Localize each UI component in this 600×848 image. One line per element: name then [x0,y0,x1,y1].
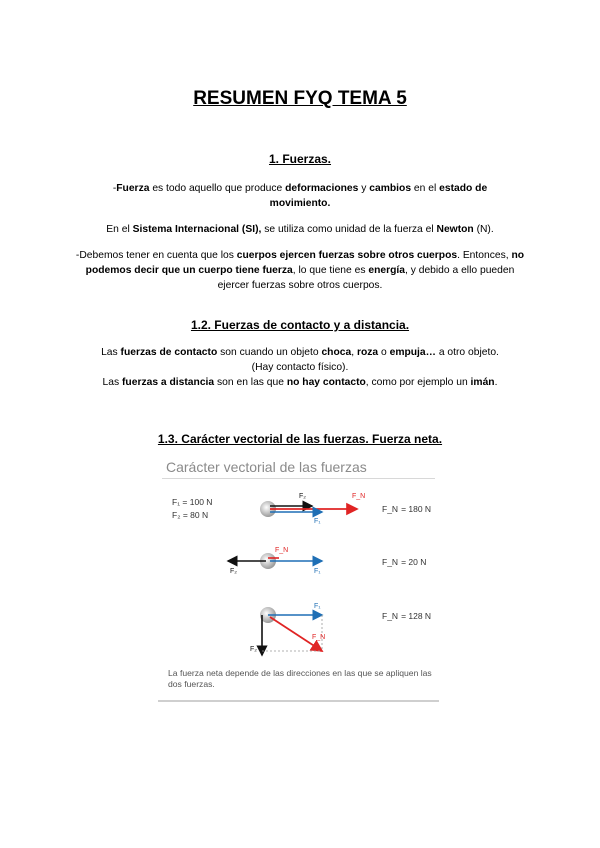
vec-label-f1-row3: F₁ [314,603,321,610]
result-row1-symbol: F_N [382,504,399,514]
vec-label-f1-row1: F₁ [314,518,321,525]
figure-diagram [162,479,435,669]
result-row2-symbol: F_N [382,557,399,567]
vec-label-fn-row3: F_N [312,634,326,641]
figure-title: Carácter vectorial de las fuerzas [166,459,367,475]
result-row3-symbol: F_N [382,611,399,621]
figure-panel [162,478,435,679]
paragraph-cuerpos-energia: -Debemos tener en cuenta que los cuerpos ejercen fuerzas sobre otros cuerpos. Entonces, no podemos decir que un cuerpo tiene fuerza, lo que tiene es energía, y debido a ello pueden ejercer fuerzas sobre otros cuerpos. [75,250,525,291]
vector-forces-figure [158,458,439,702]
vec-label-f2-row3: F₂ [250,646,257,653]
result-row2 [382,557,426,567]
paragraph-unidad-newton: En el Sistema Internacional (SI), se utiliza como unidad de la fuerza el Newton (N). [106,224,494,235]
section-heading-contacto-distancia: 1.2. Fuerzas de contacto y a distancia. [190,318,410,332]
vec-label-f1-row2: F₁ [314,568,321,575]
result-row3 [382,611,431,621]
result-row1-value: = 180 N [401,504,432,514]
vec-label-fn-row1: F_N [352,493,366,500]
vec-label-fn-row2: F_N [275,547,289,554]
paragraph-definicion-fuerza: -Fuerza es todo aquello que produce deformaciones y cambios en el estado de movimiento. [112,183,488,209]
f2-magnitude-label: F₂ = 80 N [172,510,209,520]
paragraph-fuerzas-distancia: Las fuerzas a distancia son en las que no hay contacto, como por ejemplo un imán. [102,377,498,388]
vec-label-f2-row2: F₂ [230,568,237,575]
result-row3-value: = 128 N [401,611,432,621]
result-row1 [382,504,431,514]
vec-label-f2-row1: F₂ [299,493,306,500]
section-heading-fuerzas: 1. Fuerzas. [268,152,332,166]
page-title: RESUMEN FYQ TEMA 5 [193,88,407,109]
figure-caption: La fuerza neta depende de las direcciones en las que se apliquen las dos fuerzas. [168,668,432,689]
f1-magnitude-label: F₁ = 100 N [172,497,213,507]
result-row2-value: = 20 N [401,557,427,567]
section-heading-caracter-vectorial: 1.3. Carácter vectorial de las fuerzas. Fuerza neta. [157,432,443,446]
paragraph-fuerzas-contacto: Las fuerzas de contacto son cuando un objeto choca, roza o empuja… a otro objeto. (Hay contacto físico). [101,347,499,373]
